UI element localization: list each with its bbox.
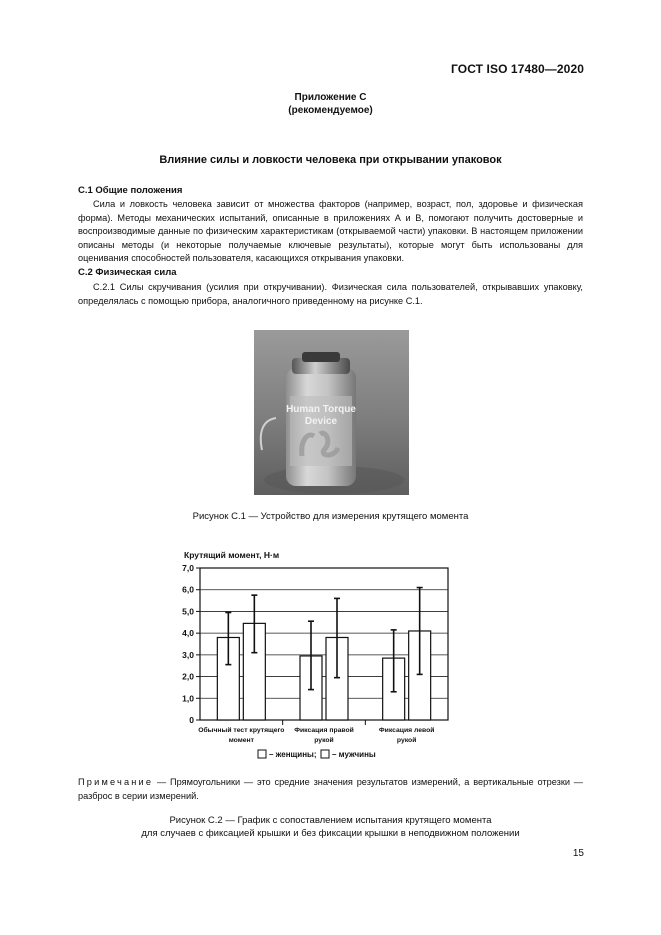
y-axis-label: Крутящий момент, Н·м	[184, 550, 280, 560]
figure2-caption-line2: для случаев с фиксацией крышки и без фиксации крышки в неподвижном положении	[141, 828, 520, 839]
category-label: Фиксация левой	[378, 727, 435, 734]
figure2-caption	[0, 814, 661, 840]
y-tick-label: 2,0	[182, 671, 194, 682]
y-tick-label: 6,0	[182, 584, 194, 595]
category-label: момент	[228, 737, 254, 744]
y-tick-label: 0	[189, 715, 194, 725]
appendix-title: Приложение С	[294, 92, 367, 103]
legend-swatch	[321, 750, 329, 758]
category-label: Обычный тест крутящего	[198, 727, 285, 734]
category-label: Фиксация правой	[294, 727, 354, 734]
category-label: рукой	[314, 737, 334, 744]
note-label: Примечание	[78, 777, 154, 787]
note-text: — Прямоугольники — это средние значения результатов измерений, а вертикальные отрезки — разброс в серии измерений.	[78, 777, 583, 801]
torque-device-photo	[254, 330, 409, 495]
c1-paragraph: Сила и ловкость человека зависит от множества факторов (например, возраст, пол, здоровье и физическая форма). Методы механических испытаний, описанные в приложениях А и В, помогают получить достоверные и воспроизводимые данные по физическим характеристикам (открываемой части) упаковки. В настоящем приложении описаны методы (и некоторые получаемые ключевые результаты), которые могут быть использованы для оценивания способностей пользователя, касающихся открывания упаковки.	[78, 199, 583, 263]
device-label-line1: Human Torque	[286, 404, 356, 415]
y-tick-label: 1,0	[182, 693, 194, 704]
legend-swatch	[258, 750, 266, 758]
appendix-status: (рекомендуемое)	[288, 105, 373, 116]
standard-number: ГОСТ ISO 17480—2020	[451, 62, 584, 76]
y-tick-label: 3,0	[182, 649, 194, 660]
device-label-line2: Device	[304, 416, 338, 427]
torque-device-illustration	[254, 330, 409, 495]
legend-label: – женщины;	[269, 750, 317, 759]
c1-heading: С.1 Общие положения	[78, 185, 183, 196]
figure2-caption-line1: Рисунок С.2 — График с сопоставлением испытания крутящего момента	[169, 815, 492, 826]
y-tick-label: 4,0	[182, 628, 194, 639]
torque-chart	[170, 540, 470, 775]
appendix-heading	[0, 91, 661, 117]
y-tick-label: 5,0	[182, 606, 194, 617]
c2-heading: С.2 Физическая сила	[78, 267, 177, 278]
legend-label: – мужчины	[332, 750, 376, 759]
y-tick-label: 7,0	[182, 563, 194, 573]
c2-paragraph: С.2.1 Силы скручивания (усилия при откручивании). Физическая сила пользователей, открывавших упаковку, определялась с помощью прибора, аналогичного приведенному на рисунке С.1.	[78, 282, 583, 306]
section-title: Влияние силы и ловкости человека при открывании упаковок	[159, 154, 502, 166]
page-number: 15	[572, 848, 584, 859]
figure1-caption: Рисунок С.1 — Устройство для измерения крутящего момента	[192, 511, 469, 522]
category-label: рукой	[396, 737, 417, 744]
note	[78, 776, 583, 803]
